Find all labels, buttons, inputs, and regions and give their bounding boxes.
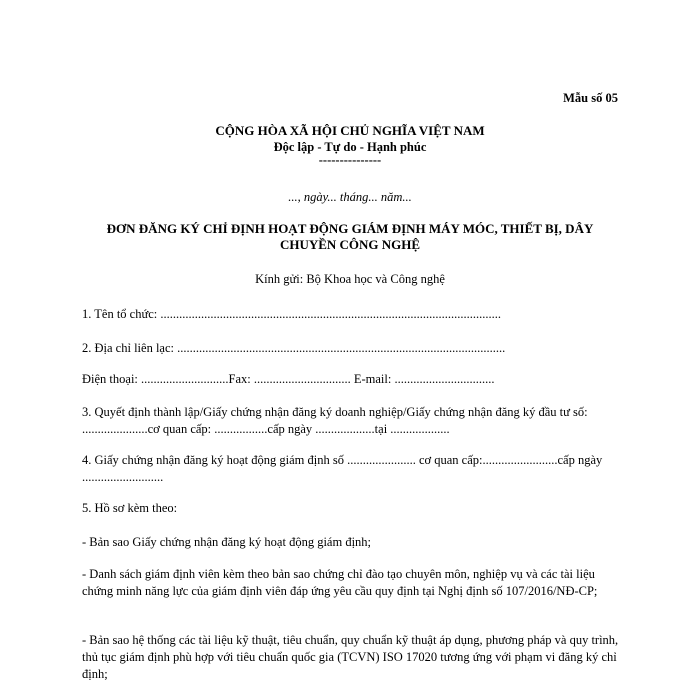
field-contact: Điện thoại: ............................Fax: ............................... E-mail: ................................ [82, 372, 495, 386]
field-inspection-cert: 4. Giấy chứng nhận đăng ký hoạt động giám định số ...................... cơ quan cấp:........................cấp ngày .......................... [82, 453, 606, 484]
attachments-heading: 5. Hồ sơ kèm theo: [82, 501, 178, 515]
date-line: ..., ngày... tháng... năm... [288, 190, 412, 204]
form-number: Mẫu số 05 [563, 91, 618, 105]
nation-heading: CỘNG HÒA XÃ HỘI CHỦ NGHĨA VIỆT NAM [215, 123, 485, 138]
field-address: 2. Địa chỉ liên lạc: ......................................................................................................... [82, 341, 506, 355]
field-org-name: 1. Tên tổ chức: ............................................................................................................. [82, 307, 502, 321]
motto: Độc lập - Tự do - Hạnh phúc [273, 140, 427, 154]
attachment-item: - Bản sao Giấy chứng nhận đăng ký hoạt động giám định; [82, 535, 372, 549]
document-title: ĐƠN ĐĂNG KÝ CHỈ ĐỊNH HOẠT ĐỘNG GIÁM ĐỊNH MÁY MÓC, THIẾT BỊ, DÂY CHUYỀN CÔNG NGHỆ [106, 221, 594, 252]
field-establishment: 3. Quyết định thành lập/Giấy chứng nhận đăng ký doanh nghiệp/Giấy chứng nhận đăng ký đầu tư số: .....................cơ quan cấp: .................cấp ngày ...................tại ................... [82, 405, 591, 436]
attachment-item: - Bản sao hệ thống các tài liệu kỹ thuật, tiêu chuẩn, quy chuẩn kỹ thuật áp dụng, phương pháp và quy trình, thủ tục giám định phù hợp với tiêu chuẩn quốc gia (TCVN) ISO 17020 tương ứng với phạm vi đăng ký chỉ định; [82, 633, 622, 681]
addressee: Kính gửi: Bộ Khoa học và Công nghệ [255, 272, 445, 286]
attachment-item: - Danh sách giám định viên kèm theo bản sao chứng chỉ đào tạo chuyên môn, nghiệp vụ và các tài liệu chứng minh năng lực của giám định viên đáp ứng yêu cầu quy định tại Nghị định số 107/2016/NĐ-CP; [82, 567, 598, 598]
separator-line: --------------- [318, 153, 382, 167]
